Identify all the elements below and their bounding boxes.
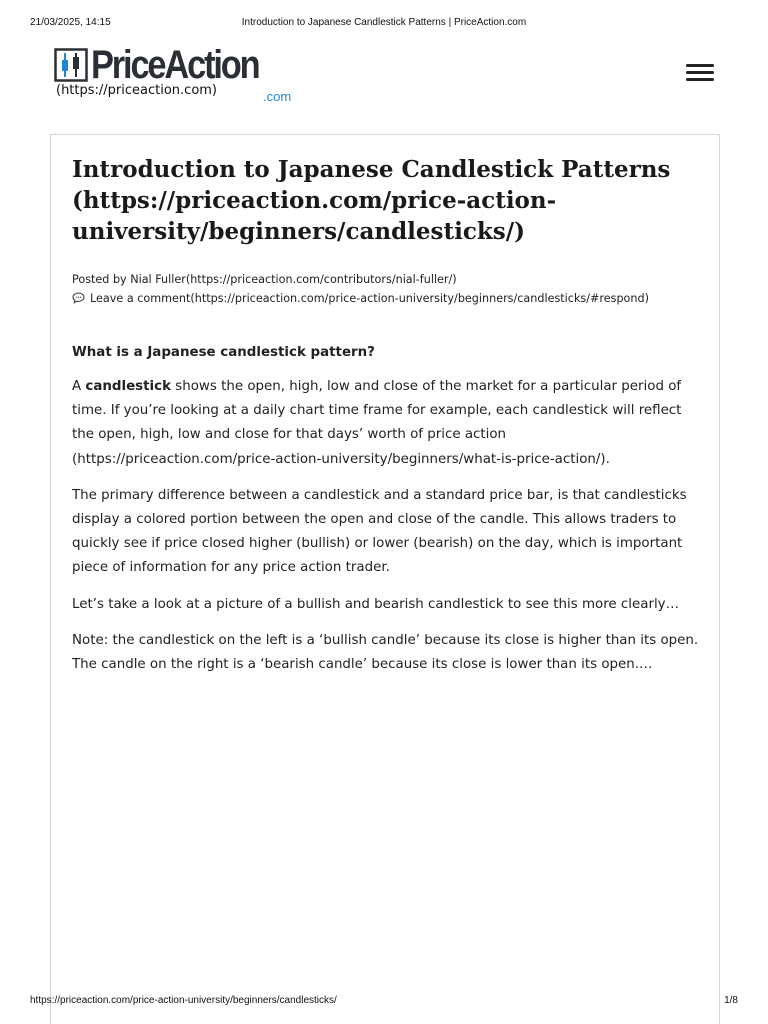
- paragraph-3: Let’s take a look at a picture of a bullish and bearish candlestick to see this more clearly…: [72, 596, 679, 612]
- leave-comment-label: Leave a comment(https://priceaction.com/price-action-university/beginners/candlesticks/#respond): [90, 292, 649, 305]
- logo-suffix: .com: [263, 89, 292, 104]
- paragraph-4: Note: the candlestick on the left is a ‘bullish candle’ because its close is higher than its open. The candle on the right is a ‘bearish candle’ because its close is lower than its open.…: [72, 632, 699, 673]
- print-footer: [0, 995, 768, 1009]
- logo-url-text: (https://priceaction.com): [56, 83, 218, 98]
- article-body: [72, 341, 702, 689]
- site-header: [0, 40, 768, 104]
- paragraph-2: The primary difference between a candlestick and a standard price bar, is that candlesticks display a colored portion between the open and close of the candle. This allows traders to quickly see if price closed higher (bullish) or lower (bearish) on the day, which is important piece of information for any price action trader.: [72, 487, 687, 576]
- leave-comment-link[interactable]: [72, 292, 649, 307]
- print-date: 21/03/2025, 14:15: [30, 17, 111, 28]
- comment-icon: [72, 292, 86, 307]
- candlestick-logo-icon: [54, 48, 88, 82]
- print-url: https://priceaction.com/price-action-university/beginners/candlesticks/: [30, 995, 337, 1006]
- article-title: Introduction to Japanese Candlestick Patterns (https://priceaction.com/price-action-university/beginners/candlesticks/): [72, 156, 671, 245]
- logo-wordmark: PriceAction: [91, 43, 259, 87]
- bold-term: candlestick: [85, 379, 171, 394]
- print-document-title: Introduction to Japanese Candlestick Patterns | PriceAction.com: [241, 17, 527, 28]
- page-number: 1/8: [724, 995, 738, 1006]
- site-logo-link[interactable]: [54, 45, 286, 85]
- print-header: [0, 17, 768, 31]
- paragraph-1: A candlestick shows the open, high, low and close of the market for a particular period of time. If you’re looking at a daily chart time frame for example, each candlestick will reflect the open, high, low and close for that days’ worth of price action (https://priceaction.com/price-action-university/beginners/what-is-price-action/).: [72, 379, 682, 467]
- section-heading: What is a Japanese candlestick pattern?: [72, 345, 375, 360]
- hamburger-menu-icon[interactable]: [686, 64, 714, 84]
- posted-by-link[interactable]: Posted by Nial Fuller(https://priceaction.com/contributors/nial-fuller/): [72, 273, 457, 286]
